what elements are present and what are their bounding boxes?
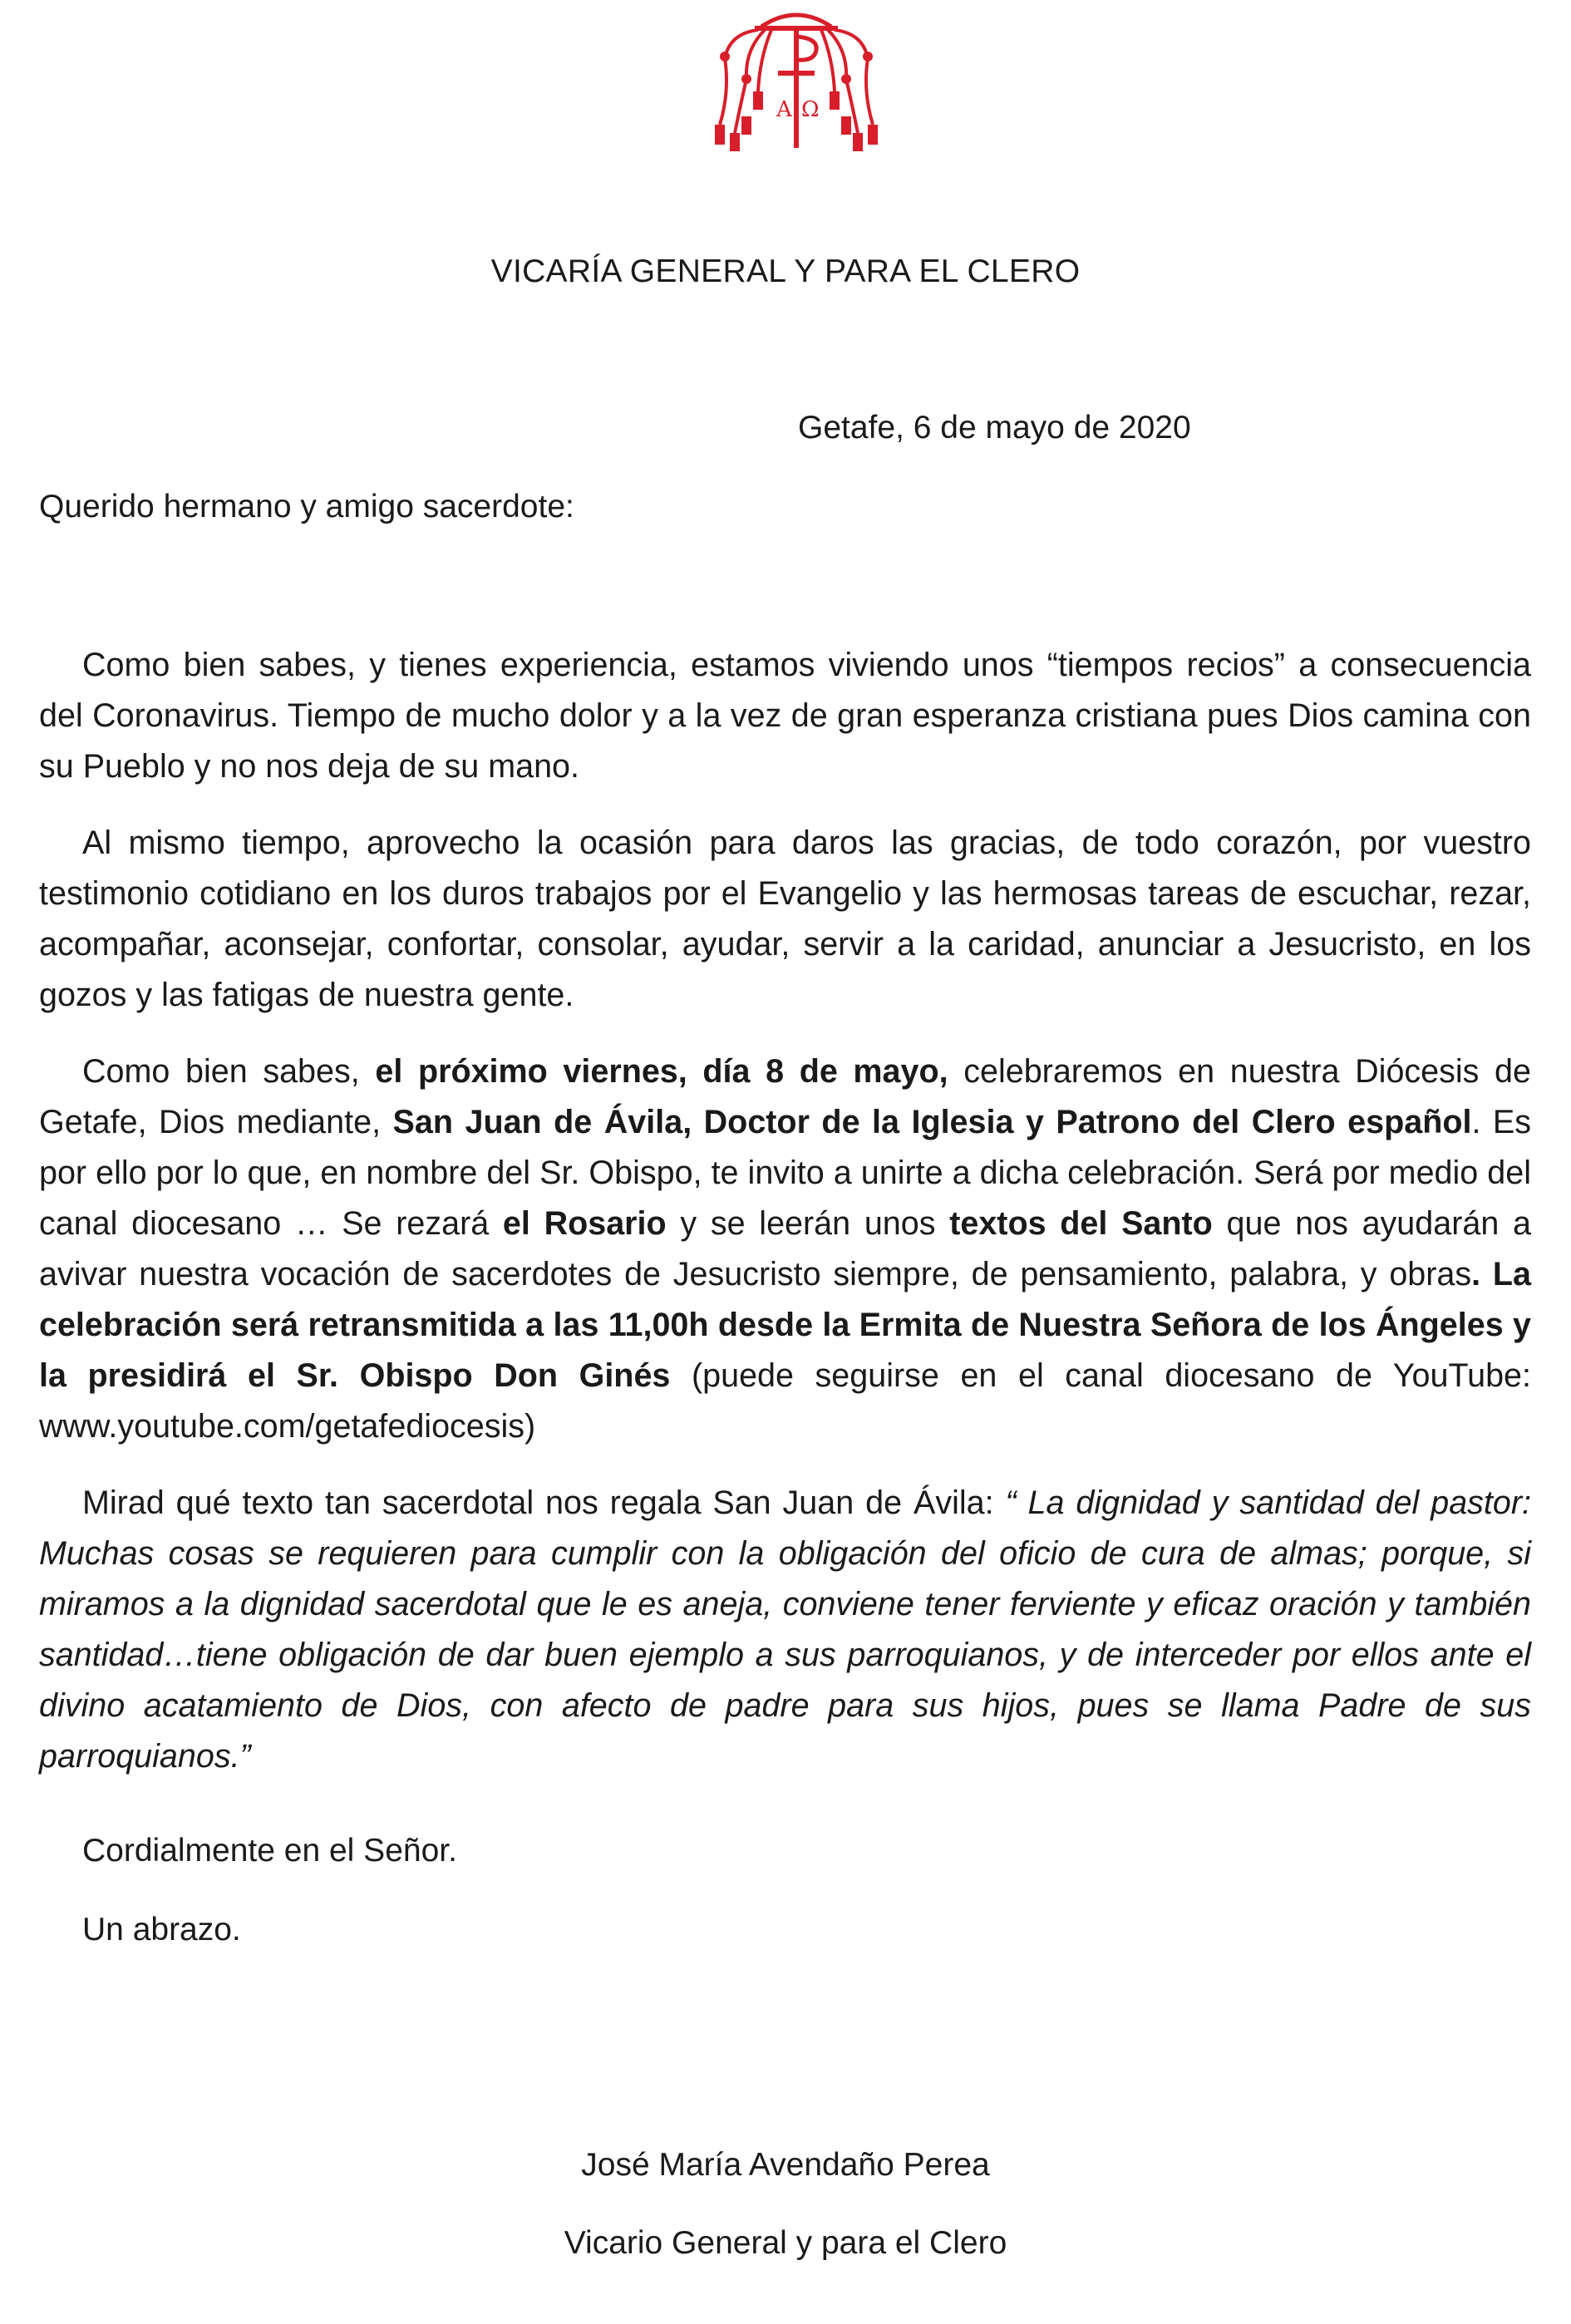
- text-segment: . Es por ello por lo que, en nombre del Sr. Obispo, te invito a unirte a dicha celebración. Será por medio del canal diocesano … Se rezará: [39, 1104, 1532, 1242]
- text-segment: y se leerán unos: [666, 1205, 950, 1242]
- bold-rosario: el Rosario: [502, 1205, 667, 1242]
- bold-date: el próximo viernes, día 8 de mayo,: [375, 1053, 948, 1090]
- text-segment: Como bien sabes,: [82, 1053, 376, 1090]
- text-segment: celebraremos en nuestra Diócesis de Getafe, Dios mediante,: [39, 1053, 1531, 1140]
- signature-name: José María Avendaño Perea: [581, 2147, 990, 2183]
- closing-line: Cordialmente en el Señor.: [82, 1833, 457, 1869]
- page-title: VICARÍA GENERAL Y PARA EL CLERO: [490, 254, 1081, 289]
- paragraph-1: Como bien sabes, y tienes experiencia, estamos viviendo unos “tiempos recios” a consecuencia del Coronavirus. Tiempo de mucho dolor y a la vez de gran esperanza cristiana pues Dios camina con su Pueblo y no nos deja de su mano.: [39, 647, 1531, 785]
- signature-title: Vicario General y para el Clero: [564, 2225, 1007, 2261]
- paragraph-2: Al mismo tiempo, aprovecho la ocasión para daros las gracias, de todo corazón, por vuestro testimonio cotidiano en los duros trabajos por el Evangelio y las hermosas tareas de escuchar, rezar, acompañar, aconsejar, confortar, consolar, ayudar, servir a la caridad, anunciar a Jesucristo, en los gozos y las fatigas de nuestra gente.: [39, 825, 1531, 1013]
- bold-broadcast: . La celebración será retransmitida a las 11,00h desde la Ermita de Nuestra Señora de los Ángeles y la presidirá el Sr. Obispo Don Ginés: [39, 1256, 1531, 1394]
- bold-saint: San Juan de Ávila, Doctor de la Iglesia y Patrono del Clero español: [392, 1104, 1472, 1140]
- paragraph-4: [39, 1478, 1531, 1782]
- greeting: Querido hermano y amigo sacerdote:: [39, 489, 574, 524]
- bold-textos: textos del Santo: [949, 1205, 1213, 1242]
- text-segment: (puede seguirse en el canal diocesano de YouTube: www.youtube.com/getafediocesis): [39, 1357, 1532, 1445]
- episcopal-coat-of-arms-icon: [697, 0, 896, 158]
- omega-letter: Ω: [801, 97, 820, 122]
- text-segment: que nos ayudarán a avivar nuestra vocación de sacerdotes de Jesucristo siempre, de pensamiento, palabra, y obras: [39, 1205, 1531, 1292]
- letter-body: [39, 640, 1531, 1808]
- paragraph-3: [39, 1046, 1531, 1452]
- alpha-letter: A: [776, 97, 792, 122]
- text-segment: Mirad qué texto tan sacerdotal nos regala San Juan de Ávila:: [82, 1485, 1006, 1521]
- date-line: Getafe, 6 de mayo de 2020: [798, 410, 1191, 446]
- closing-hug: Un abrazo.: [82, 1912, 241, 1947]
- italic-quote: “ La dignidad y santidad del pastor: Muchas cosas se requieren para cumplir con la obligación del oficio de cura de almas; porque, si miramos a la dignidad sacerdotal que le es aneja, conviene tener ferviente y eficaz oración y también santidad…tiene obligación de dar buen ejemplo a sus parroquianos, y de interceder por ellos ante el divino acatamiento de Dios, con afecto de padre para sus hijos, pues se llama Padre de sus parroquianos.”: [39, 1485, 1531, 1775]
